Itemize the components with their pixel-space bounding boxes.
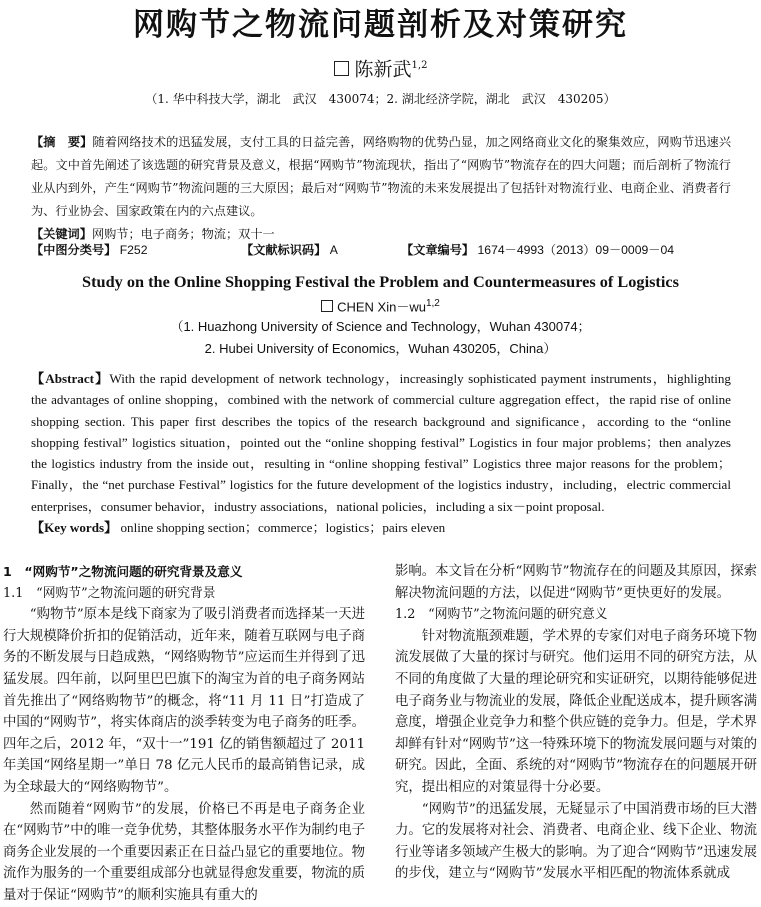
body-paragraph: 针对物流瓶颈难题，学术界的专家们对电子商务环境下物流发展做了大量的探讨与研究。他们运用不同的研究方法，从不同的角度做了大量的理论研究和实证研究，以期待能够促进电子商务业与物流业的发展，降低企业配送成本，提升顾客满意度，增强企业竞争力和整个供应链的竞争力。但是，学术界却鲜有针对“网购节”这一特殊环境下的物流发展问题与对策的研究。因此，全面、系统的对“网购节”物流存在的问题展开研究，提出相应的对策显得十分必要。 <box>395 628 757 795</box>
abstract-en-text: With the rapid development of network technology，increasingly sophisticated payment instruments，highlighting the advantages of online shopping，combined with the network of commercial culture aggregation effect，the rapid rise of online shopping section. This paper first describes the topics of the research background and significance，according to the “online shopping festival” logistics situation，pointed out the “online shopping festival” Logistics in four major problems；then analyzes the logistics industry from the inside out，resulting in “online shopping festival” Logistics three major reasons for the problem；Finally，the “net purchase Festival” logistics for the future development of the logistics industry，including，electric commercial enterprises，consumer behavior，industry associations，national policies，including a six－point proposal. <box>31 371 731 514</box>
clc-value: F252 <box>119 243 148 257</box>
author-line <box>0 54 761 81</box>
body-column-right <box>395 561 757 885</box>
english-author-superscript: 1,2 <box>425 298 440 309</box>
english-author-line <box>0 294 761 317</box>
square-icon <box>321 300 333 312</box>
section-heading-1: 1 “网购节”之物流问题的研究背景及意义 <box>3 564 243 579</box>
body-column-left <box>3 561 365 907</box>
body-paragraph: 然而随着“网购节”的发展，价格已不再是电子商务企业在“网购节”中的唯一竞争优势，其整体服务水平作为制约电子商务企业发展的一个重要因素正在日益凸显它的重要地位。物流作为服务的一个重要组成部分也就显得愈发重要，物流的质量对于保证“网购节”的顺利实施具有重大的 <box>3 801 365 903</box>
body-paragraph: “网购节”的迅猛发展，无疑显示了中国消费市场的巨大潜力。它的发展将对社会、消费者、电商企业、线下企业、物流行业等诸多领域产生极大的影响。为了迎合“网购节”迅速发展的步伐，建立与“网购节”发展水平相匹配的物流体系就成 <box>395 801 757 882</box>
abstract-en <box>31 368 731 538</box>
article-value: 1674－4993（2013）09－0009－04 <box>477 243 675 257</box>
english-title: Study on the Online Shopping Festival the Problem and Countermeasures of Logistics <box>82 272 679 291</box>
article-meta <box>31 239 731 262</box>
body-paragraph: “购物节”原本是线下商家为了吸引消费者而选择某一天进行大规模降价折扣的促销活动，近年来，随着互联网与电子商务的不断发展与日趋成熟，“网络购物节”应运而生并得到了迅猛发展。四年前，以阿里巴巴旗下的淘宝为首的电子商务网站首先推出了“网络购物节”的概念，将“11 月 11 日”打造成了中国的“网购节”，将实体商店的淡季转变为电子商务的旺季。四年之后，2012 年，“双十一”191 亿的销售额超过了 2011 年美国“网络星期一”单日 78 亿元人民币的最高销售记录，成为全球最大的“网络购物节”。 <box>3 607 365 795</box>
section-heading-1-2: 1.2 “网购节”之物流问题的研究意义 <box>395 607 608 623</box>
keywords-cn-label: 【关键词】 <box>31 227 92 241</box>
affiliation-cn: （1. 华中科技大学，湖北 武汉 430074；2. 湖北经济学院，湖北 武汉 430205） <box>145 92 616 106</box>
paper-title: 网购节之物流问题剖析及对策研究 <box>133 7 628 43</box>
abstract-cn-text: 随着网络技术的迅猛发展，支付工具的日益完善，网络购物的优势凸显，加之网络商业文化的聚集效应，网购节迅速兴起。文中首先阐述了该选题的研究背景及意义，根据“网购节”物流现状，指出了“网购节”物流存在的四大问题；而后剖析了物流行业从内到外，产生“网购节”物流问题的三大原因；最后对“网购节”物流的未来发展提出了包括针对物流行业、电商企业、消费者行为、行业协会、国家政策在内的六点建议。 <box>31 135 732 218</box>
abstract-en-label: 【Abstract】 <box>31 371 110 386</box>
abstract-cn-label: 【摘 要】 <box>31 135 93 149</box>
english-affiliation <box>0 316 761 360</box>
section-heading-1-1: 1.1 “网购节”之物流问题的研究背景 <box>3 585 216 601</box>
english-affiliation-line-1: （1. Huazhong University of Science and Technology，Wuhan 430074； <box>170 319 591 334</box>
article-label: 【文章编号】 <box>401 243 475 257</box>
english-author-name: CHEN Xin－wu <box>337 299 426 315</box>
author-name: 陈新武 <box>354 58 412 81</box>
doc-value: A <box>329 243 338 257</box>
keywords-cn-text: 网购节；电子商务；物流；双十一 <box>91 227 275 241</box>
doc-label: 【文献标识码】 <box>241 243 327 257</box>
keywords-en-text: online shopping section；commerce；logistics；pairs eleven <box>120 520 446 536</box>
square-icon <box>334 61 349 76</box>
body-paragraph: 影响。本文旨在分析“网购节”物流存在的问题及其原因，探索解决物流问题的方法，以促进“网购节”更快更好的发展。 <box>395 564 757 601</box>
keywords-en-label: 【Key words】 <box>31 520 118 536</box>
clc-label: 【中图分类号】 <box>31 243 117 257</box>
author-superscript: 1,2 <box>411 60 428 71</box>
abstract-cn <box>31 131 731 246</box>
english-affiliation-line-2: 2. Hubei University of Economics，Wuhan 430205，China） <box>204 341 557 356</box>
